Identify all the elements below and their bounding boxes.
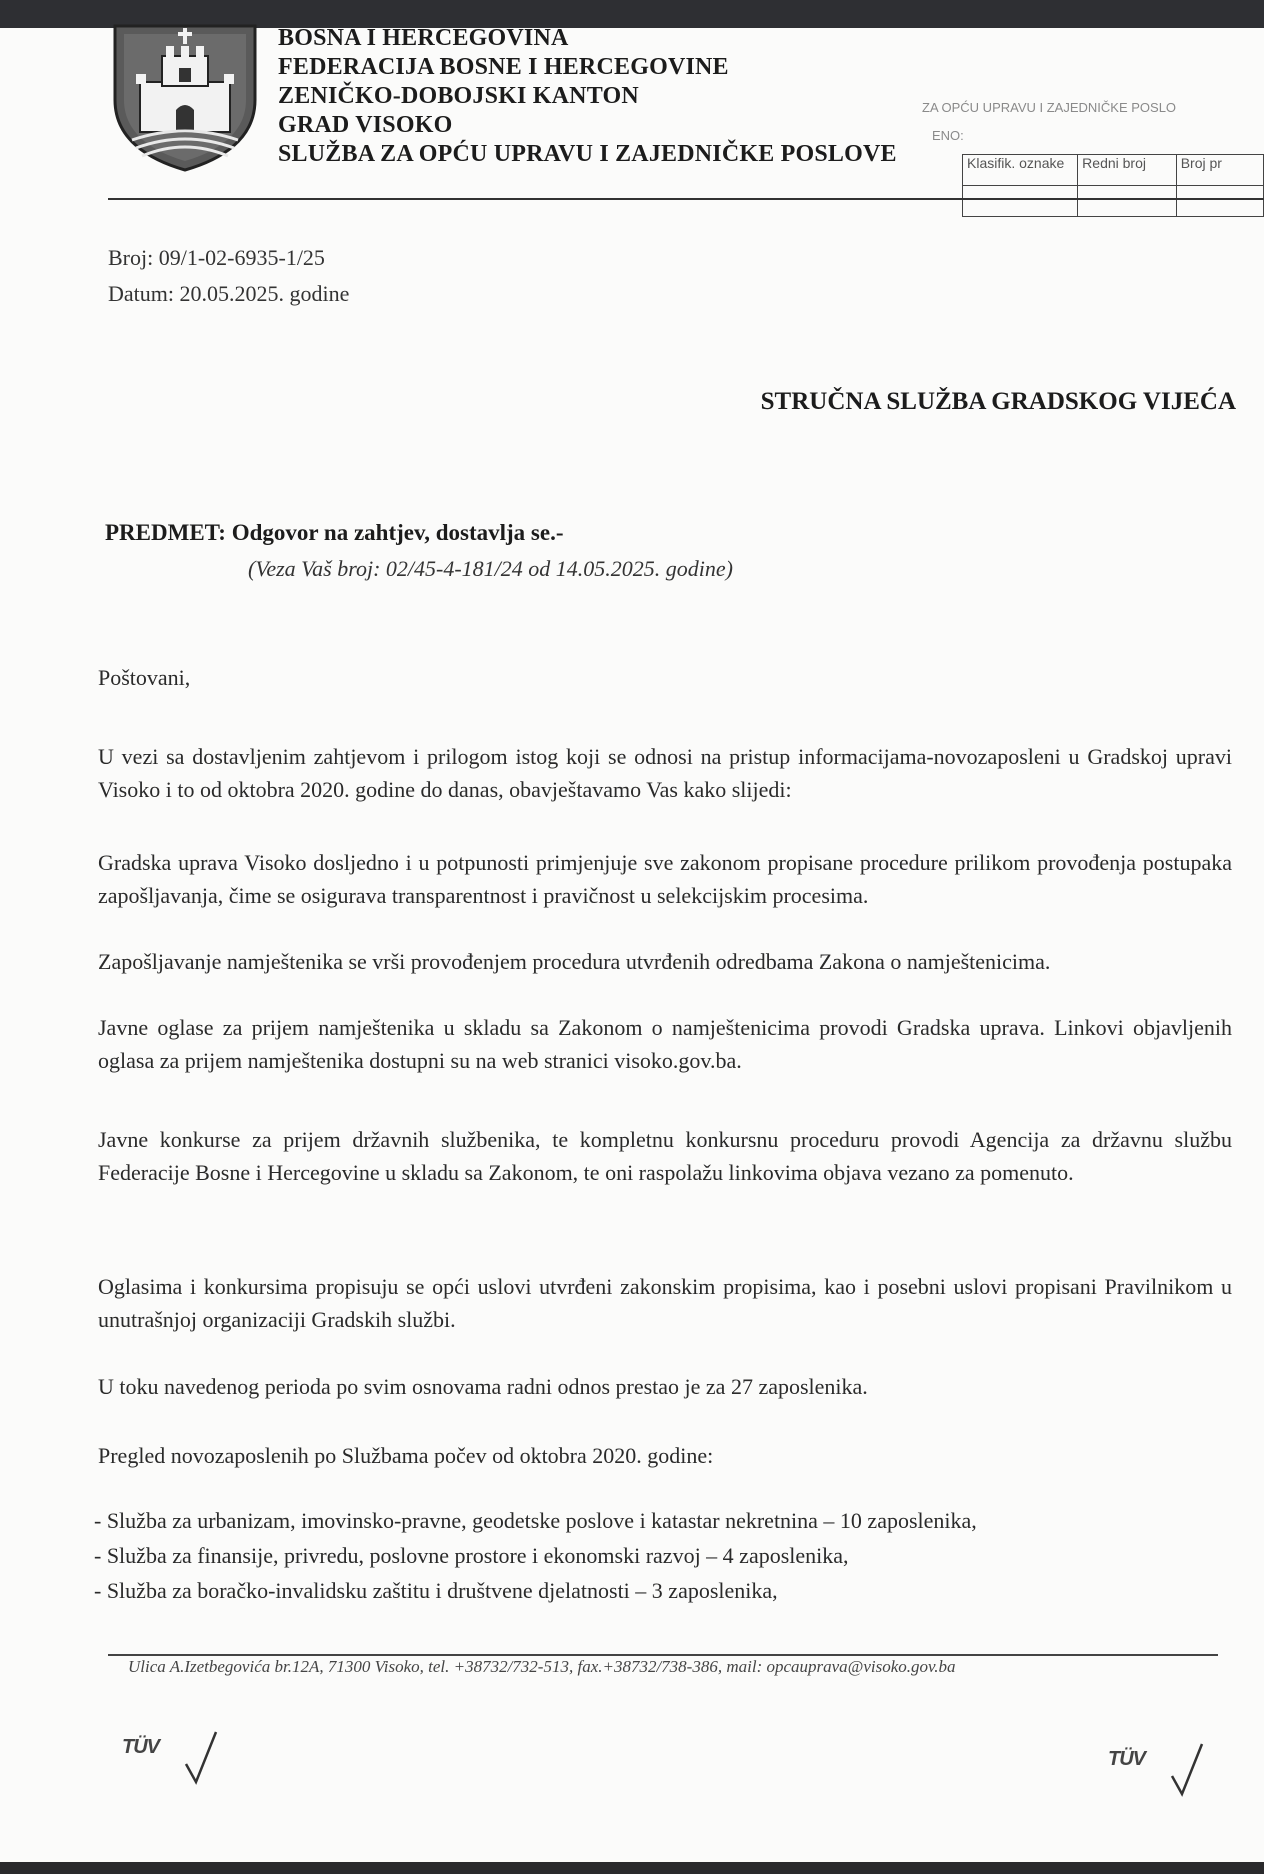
- paragraph-terminations: U toku navedenog perioda po svim osnovama radni odnos prestao je za 27 zaposlenika.: [98, 1374, 868, 1399]
- stamp-cell-empty: [1176, 186, 1263, 217]
- paragraph-public-ads: Javne oglase za prijem namještenika u skladu sa Zakonom o namještenicima provodi Gradska uprava. Linkovi objavljenih oglasa za prijem namještenika dostupni su na web stranici visoko.gov.ba.: [98, 1015, 1232, 1073]
- stamp-faint-label: ENO:: [932, 128, 964, 143]
- window-bottom-bar: [0, 1862, 1264, 1874]
- stamp-table: [962, 154, 1264, 217]
- document-date: Datum: 20.05.2025. godine: [108, 281, 350, 306]
- footer-address: Ulica A.Izetbegovića br.12A, 71300 Visoko, tel. +38732/732-513, fax.+38732/738-386, mail: opcaupravа@visoko.gov.ba: [128, 1657, 956, 1676]
- letterhead-line-federation: FEDERACIJA BOSNE I HERCEGOVINE: [278, 54, 729, 80]
- stamp-cell-ordinal: Redni broj: [1078, 155, 1177, 186]
- subject-label: PREDMET:: [105, 520, 226, 545]
- paragraph-overview: Pregled novozaposlenih po Službama počev od oktobra 2020. godine:: [98, 1443, 714, 1468]
- stamp-cell-empty: [1078, 186, 1177, 217]
- paragraph-request: U vezi sa dostavljenim zahtjevom i prilogom istog koji se odnosi na pristup informacijama-novozaposleni u Gradskoj upravi Visoko i to od oktobra 2020. godine do danas, obavještavamo Vas kako slijedi:: [98, 744, 1232, 802]
- paragraph-law: Zapošljavanje namještenika se vrši provođenjem procedura utvrđenih odredbama Zakona o namještenicima.: [98, 949, 1051, 974]
- tuv-label: TÜV: [1108, 1748, 1145, 1770]
- subject-line: [105, 520, 564, 546]
- header-divider: [108, 198, 1264, 200]
- subject-reference: (Veza Vaš broj: 02/45-4-181/24 od 14.05.2025. godine): [248, 556, 733, 581]
- tuv-label: TÜV: [122, 1736, 159, 1758]
- list-item: - Služba za finansije, privredu, poslovne prostore i ekonomski razvoj – 4 zaposlenika,: [94, 1543, 849, 1568]
- registry-stamp: [860, 40, 1264, 220]
- list-item: - Služba za boračko-invalidsku zaštitu i društvene djelatnosti – 3 zaposlenika,: [94, 1578, 778, 1603]
- salutation: Poštovani,: [98, 665, 191, 690]
- stamp-cell-classification: Klasifik. oznake: [963, 155, 1078, 186]
- letterhead-line-city: GRAD VISOKO: [278, 112, 453, 138]
- coat-of-arms-icon: [110, 22, 260, 172]
- employee-list: [94, 1503, 977, 1608]
- letterhead-line-service: SLUŽBA ZA OPĆU UPRAVU I ZAJEDNIČKE POSLOVE: [278, 141, 897, 167]
- paragraph-agency: Javne konkurse za prijem državnih službenika, te kompletnu konkursnu proceduru provodi Agencija za državnu službu Federacije Bosne i Hercegovine u skladu sa Zakonom, te oni raspolažu linkovima objava vezano za pomenuto.: [98, 1127, 1232, 1185]
- subject-text: Odgovor na zahtjev, dostavlja se.-: [231, 520, 564, 545]
- document-meta: [108, 240, 349, 312]
- letterhead: [278, 24, 897, 169]
- checkmark-icon: [1170, 1742, 1204, 1798]
- letterhead-line-canton: ZENIČKO-DOBOJSKI KANTON: [278, 83, 639, 109]
- list-item: - Služba za urbanizam, imovinsko-pravne, geodetske poslove i katastar nekretnina – 10 zaposlenika,: [94, 1508, 977, 1533]
- paragraph-procedures: Gradska uprava Visoko dosljedno i u potpunosti primjenjuje sve zakonom propisane procedure prilikom provođenja postupaka zapošljavanja, čime se osigurava transparentnost i pravičnost u selekcijskim procesima.: [98, 850, 1232, 908]
- stamp-cell-empty: [963, 186, 1078, 217]
- stamp-faint-text: ZA OPĆU UPRAVU I ZAJEDNIČKE POSLO: [922, 100, 1177, 115]
- footer-divider: [108, 1654, 1218, 1656]
- checkmark-icon: [184, 1730, 218, 1786]
- stamp-cell-number: Broj pr: [1176, 155, 1263, 186]
- letterhead-line-country: BOSNA I HERCEGOVINA: [278, 25, 569, 51]
- paragraph-conditions: Oglasima i konkursima propisuju se opći uslovi utvrđeni zakonskim propisima, kao i posebni uslovi propisani Pravilnikom u unutrašnjoj organizaciji Gradskih službi.: [98, 1274, 1232, 1332]
- recipient: STRUČNA SLUŽBA GRADSKOG VIJEĆA: [760, 388, 1236, 415]
- document-number: Broj: 09/1-02-6935-1/25: [108, 245, 325, 270]
- tuv-certification-logo: [108, 1726, 218, 1786]
- tuv-certification-logo: [1094, 1738, 1204, 1798]
